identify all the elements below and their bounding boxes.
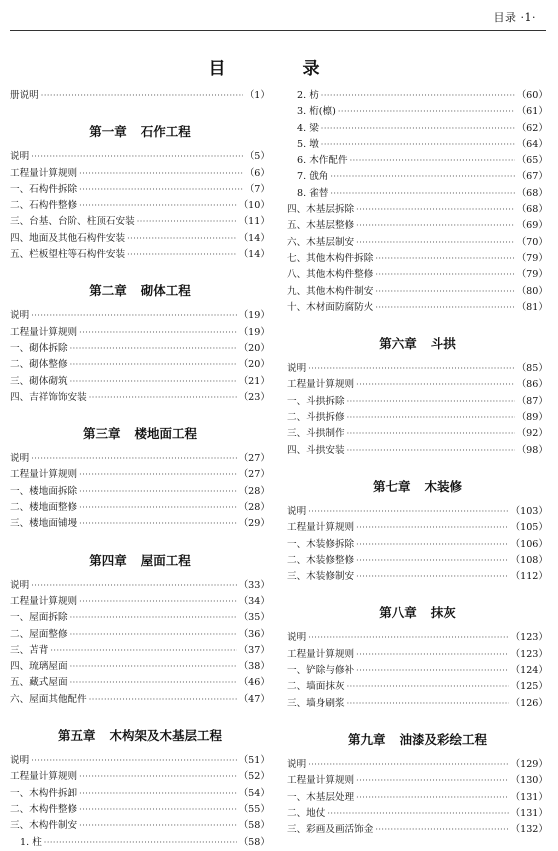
toc-entry[interactable]: 一、铲除与修补 ····· （124） xyxy=(287,663,548,679)
toc-entry[interactable]: 三、苫背 ····· （37） xyxy=(10,643,270,659)
toc-entry[interactable]: 说明 ····· （33） xyxy=(10,578,270,594)
toc-entry[interactable]: 说明 ····· （85） xyxy=(287,361,548,377)
chapter-heading: 第八章 抹灰 xyxy=(379,605,456,621)
toc-entry[interactable]: 工程量计算规则 ····· （52） xyxy=(10,769,270,785)
toc-entry[interactable]: 十、木材面防腐防火 ····· （81） xyxy=(287,300,548,316)
toc-entry[interactable]: 工程量计算规则 ····· （123） xyxy=(287,647,548,663)
toc-entry[interactable]: 1. 柱 ····· （58） xyxy=(10,835,270,851)
toc-right-column xyxy=(287,88,548,838)
toc-entry[interactable]: 工程量计算规则 ····· （86） xyxy=(287,377,548,393)
chapter-heading: 第三章 楼地面工程 xyxy=(82,426,198,442)
toc-entry[interactable]: 六、屋面其他配件 ····· （47） xyxy=(10,692,270,708)
toc-entry[interactable]: 8. 雀替 ····· （68） xyxy=(287,186,548,202)
toc-entry[interactable]: 三、砌体砌筑 ····· （21） xyxy=(10,374,270,390)
toc-entry[interactable]: 说明 ····· （103） xyxy=(287,504,548,520)
toc-entry[interactable]: 七、其他木构件拆除 ····· （79） xyxy=(287,251,548,267)
chapter-heading: 第五章 木构架及木基层工程 xyxy=(57,728,223,744)
toc-entry[interactable]: 八、其他木构件整修 ····· （79） xyxy=(287,267,548,283)
page-title: 目 录 xyxy=(208,59,350,79)
chapter-heading: 第二章 砌体工程 xyxy=(89,283,191,299)
toc-entry[interactable]: 6. 木作配件 ····· （65） xyxy=(287,153,548,169)
toc-entry[interactable]: 三、彩画及画活饰金 ····· （132） xyxy=(287,822,548,838)
toc-entry[interactable]: 四、斗拱安装 ····· （98） xyxy=(287,443,548,459)
chapter-heading: 第一章 石作工程 xyxy=(89,124,191,140)
toc-entry[interactable]: 一、楼地面拆除 ····· （28） xyxy=(10,484,270,500)
toc-entry[interactable]: 册说明 ····· （1） xyxy=(10,88,270,104)
chapter-heading: 第六章 斗拱 xyxy=(379,336,456,352)
toc-entry[interactable]: 4. 梁 ····· （62） xyxy=(287,121,548,137)
toc-entry[interactable]: 三、台基、台阶、柱顶石安装 ····· （11） xyxy=(10,214,270,230)
toc-entry[interactable]: 五、藏式屋面 ····· （46） xyxy=(10,675,270,691)
toc-entry[interactable]: 四、木基层拆除 ····· （68） xyxy=(287,202,548,218)
toc-entry[interactable]: 五、栏板望柱等石构件安装 ····· （14） xyxy=(10,247,270,263)
toc-entry[interactable]: 二、斗拱拆修 ····· （89） xyxy=(287,410,548,426)
toc-entry[interactable]: 一、砌体拆除 ····· （20） xyxy=(10,341,270,357)
toc-entry[interactable]: 一、木装修拆除 ····· （106） xyxy=(287,537,548,553)
toc-entry[interactable]: 二、砌体整修 ····· （20） xyxy=(10,357,270,373)
chapter-heading: 第七章 木装修 xyxy=(372,478,463,494)
toc-entry[interactable]: 说明 ····· （27） xyxy=(10,451,270,467)
toc-entry[interactable]: 工程量计算规则 ····· （6） xyxy=(10,166,270,182)
toc-entry[interactable]: 一、斗拱拆除 ····· （87） xyxy=(287,394,548,410)
toc-entry[interactable]: 二、木构件整修 ····· （55） xyxy=(10,802,270,818)
toc-entry[interactable]: 3. 桁(檩) ····· （61） xyxy=(287,104,548,120)
running-header xyxy=(10,0,546,31)
toc-entry[interactable]: 说明 ····· （19） xyxy=(10,308,270,324)
toc-entry[interactable]: 六、木基层制安 ····· （70） xyxy=(287,235,548,251)
header-page-label: 目录 ·1· xyxy=(493,11,536,24)
toc-entry[interactable]: 二、楼地面整修 ····· （28） xyxy=(10,500,270,516)
toc-entry[interactable]: 三、楼地面铺墁 ····· （29） xyxy=(10,516,270,532)
toc-entry[interactable]: 一、木基层处理 ····· （131） xyxy=(287,790,548,806)
toc-entry[interactable]: 说明 ····· （5） xyxy=(10,149,270,165)
toc-entry[interactable]: 5. 墩 ····· （64） xyxy=(287,137,548,153)
toc-entry[interactable]: 工程量计算规则 ····· （105） xyxy=(287,520,548,536)
toc-entry[interactable]: 二、墙面抹灰 ····· （125） xyxy=(287,679,548,695)
toc-left-column xyxy=(10,88,270,851)
toc-entry[interactable]: 一、木构件拆卸 ····· （54） xyxy=(10,786,270,802)
toc-entry[interactable]: 二、石构件整修 ····· （10） xyxy=(10,198,270,214)
toc-entry[interactable]: 工程量计算规则 ····· （130） xyxy=(287,773,548,789)
toc-entry[interactable]: 二、屋面整修 ····· （36） xyxy=(10,627,270,643)
toc-entry[interactable]: 四、琉璃屋面 ····· （38） xyxy=(10,659,270,675)
toc-entry[interactable]: 工程量计算规则 ····· （27） xyxy=(10,467,270,483)
toc-entry[interactable]: 一、石构件拆除 ····· （7） xyxy=(10,182,270,198)
toc-entry[interactable]: 三、斗拱制作 ····· （92） xyxy=(287,426,548,442)
toc-entry[interactable]: 三、墙身刷浆 ····· （126） xyxy=(287,696,548,712)
toc-entry[interactable]: 说明 ····· （51） xyxy=(10,753,270,769)
toc-entry[interactable]: 一、屋面拆除 ····· （35） xyxy=(10,610,270,626)
toc-entry[interactable]: 说明 ····· （123） xyxy=(287,630,548,646)
toc-entry[interactable]: 2. 枋 ····· （60） xyxy=(287,88,548,104)
toc-entry[interactable]: 7. 戗角 ····· （67） xyxy=(287,169,548,185)
toc-entry[interactable]: 工程量计算规则 ····· （34） xyxy=(10,594,270,610)
toc-entry[interactable]: 说明 ····· （129） xyxy=(287,757,548,773)
chapter-heading: 第四章 屋面工程 xyxy=(89,552,191,568)
toc-entry[interactable]: 四、地面及其他石构件安装 ····· （14） xyxy=(10,231,270,247)
toc-entry[interactable]: 三、木装修制安 ····· （112） xyxy=(287,569,548,585)
chapter-heading: 第九章 油漆及彩绘工程 xyxy=(347,731,488,747)
toc-entry[interactable]: 工程量计算规则 ····· （19） xyxy=(10,325,270,341)
toc-entry[interactable]: 二、地仗 ····· （131） xyxy=(287,806,548,822)
toc-entry[interactable]: 二、木装修整修 ····· （108） xyxy=(287,553,548,569)
toc-entry[interactable]: 三、木构件制安 ····· （58） xyxy=(10,818,270,834)
toc-entry[interactable]: 四、吉祥饰饰安装 ····· （23） xyxy=(10,390,270,406)
toc-entry[interactable]: 五、木基层整修 ····· （69） xyxy=(287,218,548,234)
toc-entry[interactable]: 九、其他木构件制安 ····· （80） xyxy=(287,284,548,300)
